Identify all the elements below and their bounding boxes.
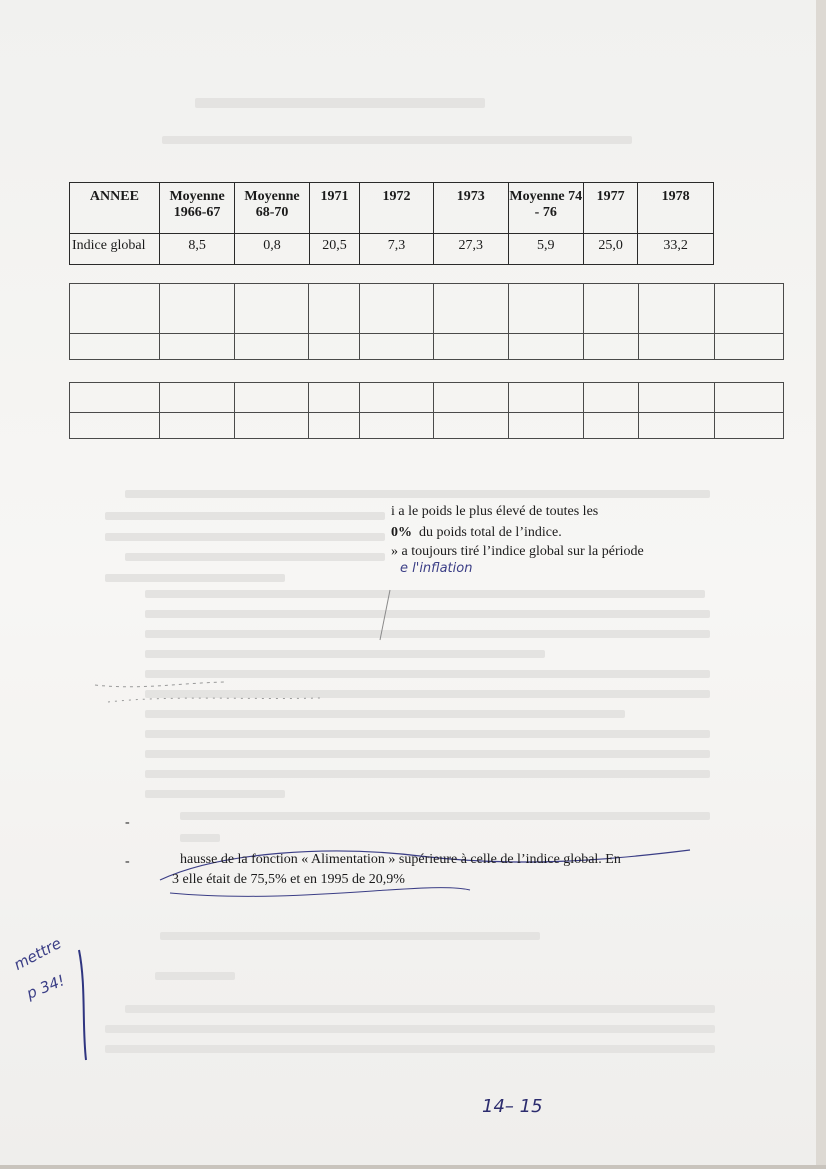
header-cell: 1978 [638,183,714,234]
faded-text-line [105,1025,715,1033]
list-dash: - [125,815,130,830]
body-text-line: » a toujours tiré l’indice global sur la période [391,544,644,559]
header-cell: Moyenne 68-70 [235,183,309,234]
margin-note: mettre [10,934,65,974]
list-dash: - [125,854,130,869]
row-label: Indice global [70,234,160,265]
value-cell: 8,5 [159,234,234,265]
bold-value: 0% [391,525,412,540]
body-text-fragment: du poids total de l’indice. [419,525,562,540]
header-cell: 1973 [433,183,508,234]
body-text-line: hausse de la fonction « Alimentation » supérieure à celle de l’indice global. En [180,852,621,867]
faded-text-line [105,1045,715,1053]
header-cell: 1971 [309,183,359,234]
header-cell: Moyenne 1966-67 [159,183,234,234]
faded-text-line [125,1005,715,1013]
header-cell: ANNEE [70,183,160,234]
value-cell: 25,0 [583,234,637,265]
handwritten-note: e l'inflation [400,561,473,576]
header-cell: 1972 [360,183,434,234]
page-number: 14– 15 [482,1096,543,1117]
value-cell: 33,2 [638,234,714,265]
margin-note: p 34! [24,971,68,1003]
body-text-line: 3 elle était de 75,5% et en 1995 de 20,9% [172,872,405,887]
value-cell: 20,5 [309,234,359,265]
header-cell: Moyenne 74 - 76 [508,183,583,234]
value-cell: 7,3 [360,234,434,265]
faded-heading [160,932,540,940]
value-cell: 5,9 [508,234,583,265]
value-cell: 0,8 [235,234,309,265]
body-text-line: i a le poids le plus élevé de toutes les [391,504,599,519]
faded-heading [155,972,235,980]
value-cell: 27,3 [433,234,508,265]
header-cell: 1977 [583,183,637,234]
